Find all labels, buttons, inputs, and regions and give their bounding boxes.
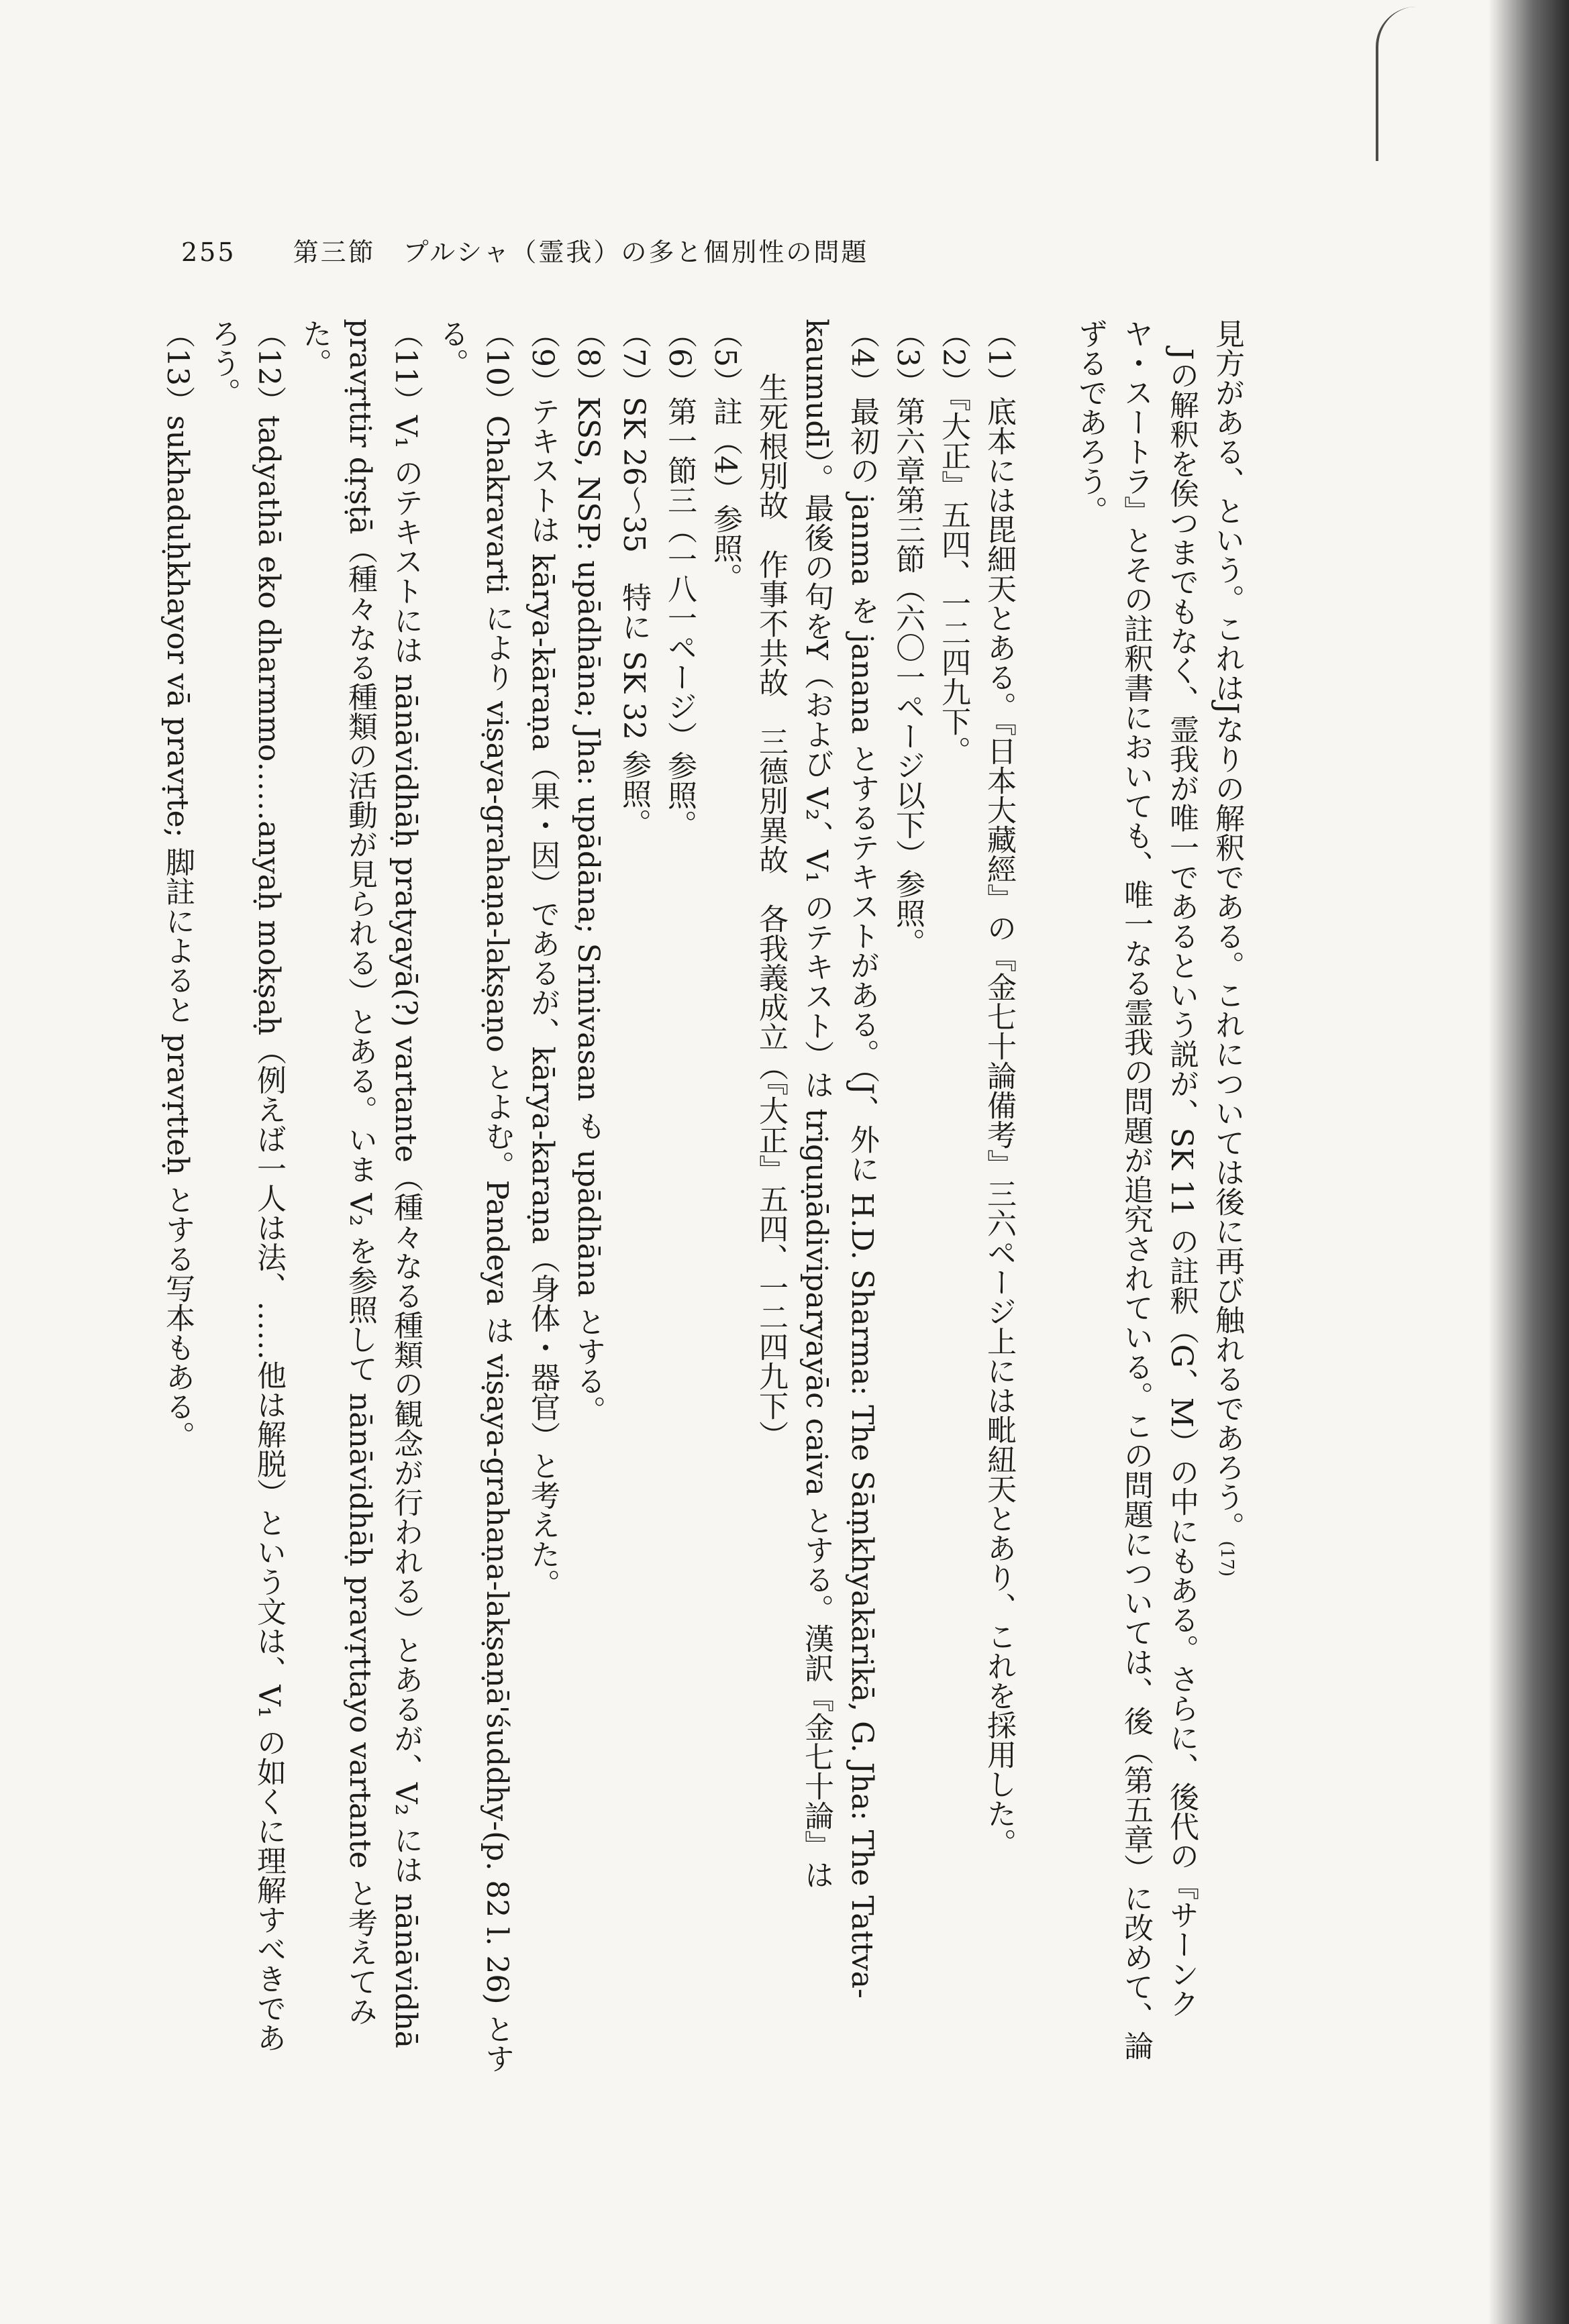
note-11 (291, 319, 428, 2076)
note-6 (656, 319, 702, 2076)
note-text: SK 26～35 特に SK 32 参照。 (617, 397, 651, 838)
note-10 (428, 319, 519, 2076)
note-text: 『大正』五四、一二四九下。 (936, 397, 970, 765)
note-number: （12） (252, 319, 286, 415)
note-text: 最初の janma を janana とするテキストがある。（J、外に H.D. Sharma: The Sāṃkhyakārikā, G. Jha: The Tattva-kaumudī）。最後の句をY（および V₂、V₁ のテキスト）は triguṇādiviparyayāc caiva とする。漢訳『金七十論』は (799, 319, 879, 1999)
note-text: tadyathā eko dharmmo……anyaḥ mokṣaḥ（例えば一人は法、……他は解脱）という文は、V₁ の如くに理解すべきであろう。 (206, 319, 286, 2052)
note-5 (702, 319, 748, 2076)
notes-spacer (1021, 319, 1067, 2076)
note-7 (611, 319, 656, 2076)
note-text: KSS, NSP: upādhāna; Jha: upādāna; Srinivasan も upādhāna とする。 (571, 397, 605, 1425)
note-text: 底本には毘細天とある。『日本大藏經』の『金七十論備考』三六ページ上には毗紐天とあり、これを採用した。 (982, 397, 1016, 1858)
vertical-text-block (154, 319, 1250, 2076)
note-number: （4） (845, 319, 879, 397)
verse-text: 生死根別故 作事不共故 三德別異故 各我義成立（『大正』五四、一二四九下） (754, 372, 788, 1450)
note-text: 第六章第三節（六〇一ページ以下）参照。 (891, 397, 925, 957)
note-4 (793, 319, 884, 2076)
note-text: 註（4）参照。 (708, 397, 742, 592)
note-8 (565, 319, 611, 2076)
page-edge-shadow (1488, 0, 1569, 2324)
running-header (181, 231, 868, 268)
note-reference: (17) (1217, 1540, 1237, 1577)
body-paragraph-1: 見方がある、という。これはJなりの解釈である。これについては後に再び触れるであろう。(17) (1210, 319, 1244, 1577)
note-number: （2） (936, 319, 970, 397)
page-body (154, 319, 1356, 2090)
body-paragraph-2: Jの解釈を俟つまでもなく、霊我が唯一であるという説が、SK 11 の註釈（G、M）の中にもある。さらに、後代の『サーンクヤ・スートラ』とその註釈書においても、唯一なる霊我の問題が追究されている。この問題については、後（第五章）に改めて、論ずるであろう。 (1073, 319, 1199, 2060)
note-13 (154, 319, 200, 2076)
note-text: sukhaduḥkhayor vā pravṛte; 脚註によると pravṛtteḥ とする写本もある。 (160, 415, 195, 1450)
note-number: （8） (571, 319, 605, 397)
note-9 (519, 319, 565, 2076)
note-text: V₁ のテキストには nānāvidhāḥ pratyayā(?) vartante（種々なる種類の観念が行われる）とあるが、V₂ には nānāvidhā pravṛttir dṛṣṭā（種々なる種類の活動が見られる）とある。いま V₂ を参照して nānāvidhāḥ pravṛttayo vartante と考えてみた。 (297, 319, 423, 2049)
note-number: （11） (389, 319, 423, 415)
note-number: （9） (525, 319, 560, 397)
note-12 (200, 319, 291, 2076)
note-number: （13） (160, 319, 195, 415)
note-2 (930, 319, 976, 2076)
note-number: （5） (708, 319, 742, 397)
binding-curve (1376, 7, 1425, 161)
note-1 (976, 319, 1021, 2076)
note-text: 第一節三（一八一ページ）参照。 (662, 397, 697, 839)
page-number: 255 (181, 237, 236, 267)
note-number: （10） (480, 319, 514, 415)
note-3 (884, 319, 930, 2076)
note-number: （1） (982, 319, 1016, 397)
note-number: （7） (617, 319, 651, 397)
note-text: テキストは kārya-kāraṇa（果・因）であるが、kārya-karaṇa（身体・器官）と考えた。 (525, 397, 560, 1599)
note-text: Chakravarti により viṣaya-grahaṇa-lakṣaṇo とよむ。Pandeya は viṣaya-grahaṇa-lakṣaṇā'śuddhy-(p. 82 l. 26) とする。 (434, 319, 514, 2073)
note-number: （3） (891, 319, 925, 397)
section-title: 第三節 プルシャ（霊我）の多と個別性の問題 (293, 237, 869, 267)
note-number: （6） (662, 319, 697, 397)
note-4-verse (748, 319, 793, 2076)
